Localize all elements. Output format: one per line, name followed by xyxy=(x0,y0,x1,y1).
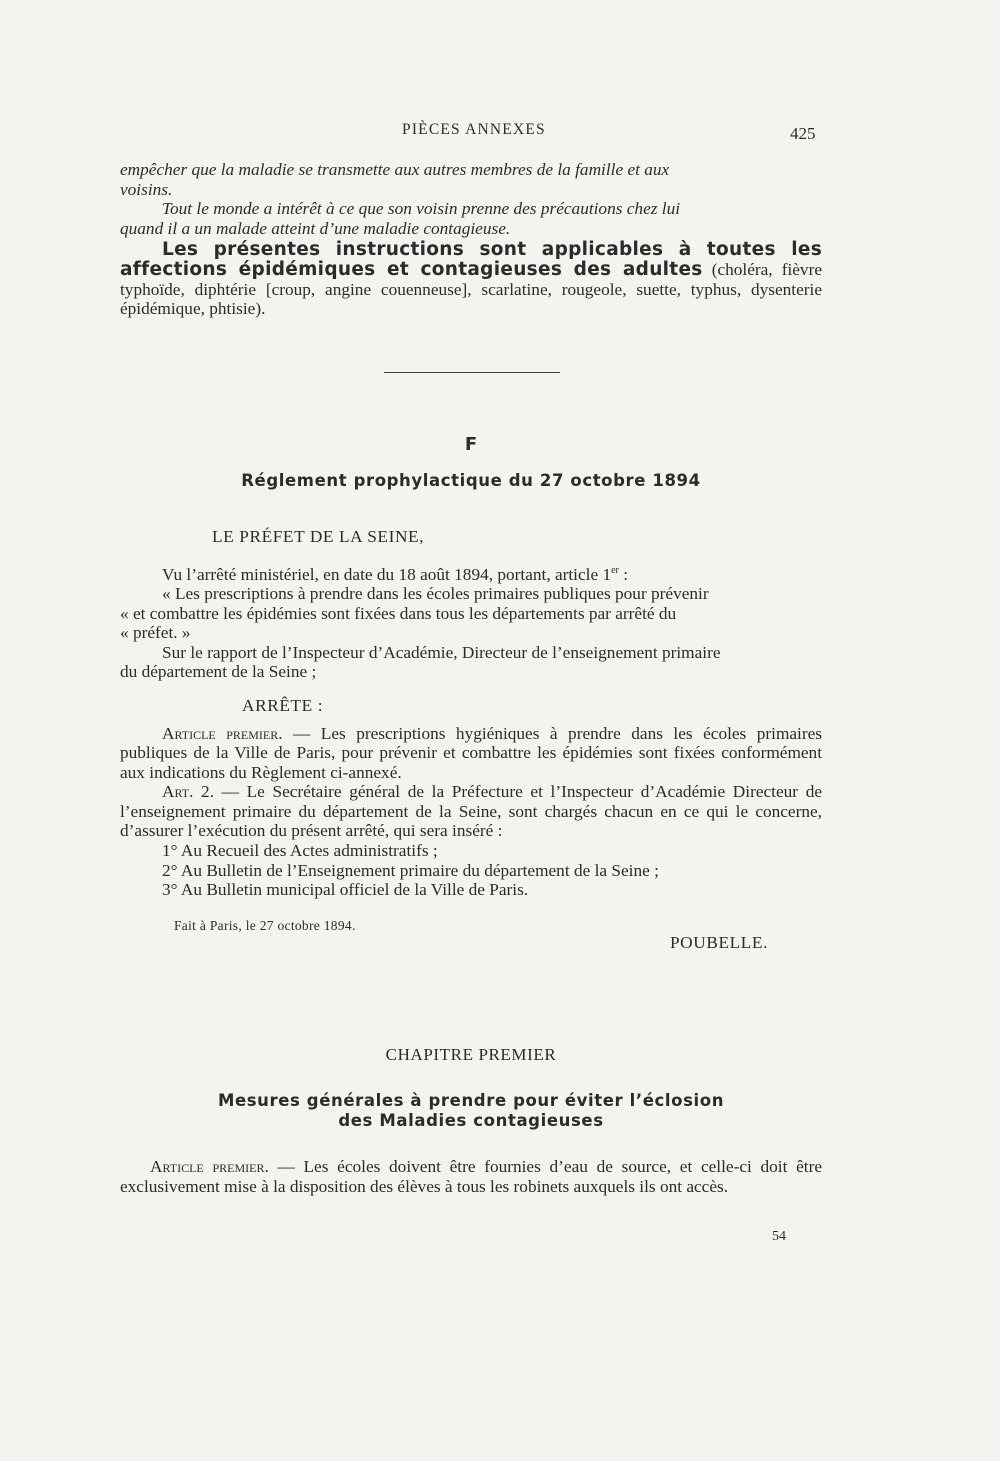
vu-text: Vu l’arrêté ministériel, en date du 18 août 1894, portant, article 1 xyxy=(162,564,612,584)
article-1-text: — Les prescriptions hygiéniques à prendre dans les écoles primaires publiques de la Ville de Paris, pour prévenir et combattre les épidémies sont fixées conformément aux indications du Règlement ci-annexé. xyxy=(120,723,823,782)
section-title: Réglement prophylactique du 27 octobre 1894 xyxy=(241,471,701,490)
list-item: 1° Au Recueil des Actes administratifs ; xyxy=(162,841,438,861)
arrete-heading: ARRÊTE : xyxy=(242,695,324,715)
intro-line: Tout le monde a intérêt à ce que son voisin prenne des précautions chez lui xyxy=(162,199,681,219)
signature-mark: 54 xyxy=(772,1229,786,1244)
vu-paragraph xyxy=(120,561,822,584)
article-2-label: Art. 2. xyxy=(162,782,215,802)
prefet-heading: LE PRÉFET DE LA SEINE, xyxy=(212,527,425,546)
list-item: 3° Au Bulletin municipal officiel de la Ville de Paris. xyxy=(162,880,529,900)
sur-line: Sur le rapport de l’Inspecteur d’Académie, Directeur de l’enseignement primaire xyxy=(162,642,721,662)
quote-line: « et combattre les épidémies sont fixées dans tous les départements par arrêté du xyxy=(120,603,677,623)
intro-line: voisins. xyxy=(120,179,173,199)
page-number: 425 xyxy=(790,124,816,143)
chapter-subtitle xyxy=(120,1091,822,1131)
section-divider xyxy=(384,372,560,373)
chapter-title: CHAPITRE PREMIER xyxy=(385,1045,557,1064)
running-title: PIÈCES ANNEXES xyxy=(402,121,546,138)
arrete-block xyxy=(120,527,822,953)
applicability-rest: (choléra, fièvre typhoïde, diphtérie [croup, angine couenneuse], scarlatine, rougeole, suette, typhus, dysenterie épidémique, phtisie). xyxy=(120,259,823,319)
article-2 xyxy=(120,782,822,841)
applicability-paragraph xyxy=(120,240,822,318)
chapter-body xyxy=(120,1157,822,1196)
chapter-article-1-label: Article premier. xyxy=(150,1157,269,1176)
fait-line: Fait à Paris, le 27 octobre 1894. xyxy=(174,917,356,933)
article-1-label: Article premier. xyxy=(162,723,283,743)
vu-colon: : xyxy=(618,564,628,584)
section-letter: F xyxy=(464,434,478,455)
signature: POUBELLE. xyxy=(669,933,768,953)
chapter-article-1-text: — Les écoles doivent être fournies d’eau de source, et celle-ci doit être exclusivement mise à la disposition des élèves à tous les robinets auxquels ils ont accès. xyxy=(120,1157,822,1196)
sur-line: du département de la Seine ; xyxy=(120,662,317,682)
quote-line: « préfet. » xyxy=(120,623,191,643)
quote-line: « Les prescriptions à prendre dans les écoles primaires publiques pour prévenir xyxy=(162,583,709,603)
intro-block xyxy=(120,160,822,319)
intro-line: quand il a un malade atteint d’une maladie contagieuse. xyxy=(120,218,511,238)
vu-superscript: er xyxy=(611,564,619,576)
list-item: 2° Au Bulletin de l’Enseignement primaire du département de la Seine ; xyxy=(162,860,659,880)
chapter-subtitle-line: des Maladies contagieuses xyxy=(338,1111,604,1130)
chapter-article-1 xyxy=(120,1157,822,1196)
applicability-bold: Les présentes instructions sont applicables à toutes les affections épidémiques et contagieuses des adultes xyxy=(120,239,822,280)
intro-line: empêcher que la maladie se transmette aux autres membres de la famille et aux xyxy=(120,160,670,179)
article-1 xyxy=(120,724,822,783)
article-2-text: — Le Secrétaire général de la Préfecture et l’Inspecteur d’Académie Directeur de l’enseignement primaire du département de la Seine, sont chargés chacun en ce qui le concerne, d’assurer l’exécution du présent arrêté, qui sera inséré : xyxy=(120,782,822,841)
chapter-subtitle-line: Mesures générales à prendre pour éviter l’éclosion xyxy=(217,1091,725,1110)
